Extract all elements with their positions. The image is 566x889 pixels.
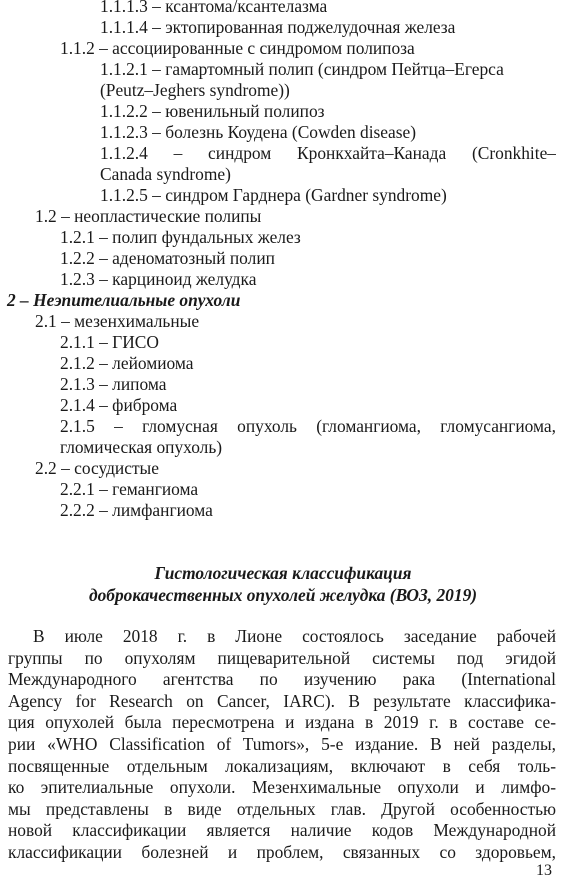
outline-item: 2.2 – сосудистые [35,458,159,478]
outline-item: 2.1.2 – лейомиома [60,353,194,373]
paragraph-line: Международного агентства по изучению рака (International [8,669,556,690]
paragraph-line: ция опухолей была пересмотрена и издана в 2019 г. в составе се- [8,712,556,733]
outline-item: 1.1.2 – ассоциированные с синдромом полипоза [60,38,415,58]
outline-item: 1.1.1.3 – ксантома/ксантелазма [100,0,328,16]
outline-item: Canada syndrome) [100,164,231,184]
outline-item: 2 – Неэпителиальные опухоли [7,290,241,310]
outline-item: 2.1.3 – липома [60,374,167,394]
outline-item: 1.2 – неопластические полипы [35,206,262,226]
paragraph-line: группы по опухолям пищеварительной системы под эгидой [8,647,556,668]
outline-item: гломическая опухоль) [60,437,223,457]
paragraph-line: рии «WHO Classification of Tumors», 5-е издание. В ней разделы, [8,734,556,754]
outline-item: 2.1 – мезенхимальные [35,311,200,331]
paragraph-line: ко эпителиальные опухоли. Мезенхимальные опухоли и лимфо- [8,777,556,798]
paragraph-line: В июле 2018 г. в Лионе состоялось заседание рабочей [33,626,556,646]
outline-item: 1.1.2.2 – ювенильный полипоз [100,101,325,121]
paragraph-line: новой классификации является наличие кодов Международной [8,820,556,841]
section-heading-line-1: Гистологическая классификация [154,563,412,583]
outline-item: 1.1.2.1 – гамартомный полип (синдром Пейтца–Егерса [100,59,504,79]
outline-item: 1.2.1 – полип фундальных желез [60,227,301,247]
paragraph-line: мы представлены в виде отдельных глав. Другой особенностью [8,798,556,819]
outline-item: 1.1.2.4 – синдром Кронкхайта–Канада (Cronkhite– [100,143,556,163]
outline-item: 2.1.4 – фиброма [60,395,178,415]
paragraph-line: Agency for Research on Cancer, IARC). В результате классифика- [8,690,556,711]
outline-item: 1.2.2 – аденоматозный полип [60,248,275,268]
outline-item: 1.2.3 – карциноид желудка [60,269,257,289]
page-number: 13 [536,862,552,879]
outline-item: 2.2.2 – лимфангиома [60,500,213,520]
outline-item: 2.1.1 – ГИСО [60,332,159,352]
section-heading-line-2: доброкачественных опухолей желудка (ВОЗ, 2019) [88,585,478,605]
outline-item: 1.1.2.5 – синдром Гарднера (Gardner syndrome) [100,185,447,205]
outline-item: 1.1.2.3 – болезнь Коудена (Cowden disease) [100,122,417,142]
outline-item: (Peutz–Jeghers syndrome)) [100,80,290,100]
paragraph-line: посвященные отдельным локализациям, включают в себя толь- [8,755,556,776]
outline-item: 1.1.1.4 – эктопированная поджелудочная железа [100,17,456,37]
outline-item: 2.1.5 – гломусная опухоль (гломангиома, гломусангиома, [60,416,556,436]
paragraph-line: классификации болезней и проблем, связанных со здоровьем, [8,842,556,862]
outline-item: 2.2.1 – гемангиома [60,479,199,499]
